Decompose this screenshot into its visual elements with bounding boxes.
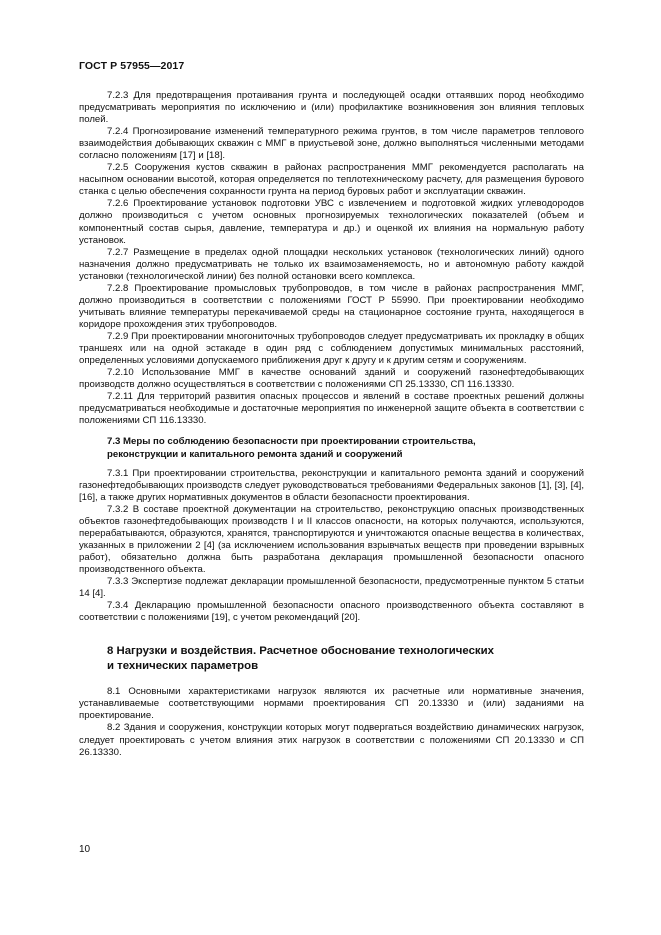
paragraph-7-2-5: 7.2.5 Сооружения кустов скважин в районах распространения ММГ рекомендуется располагать на насыпном основании высотой, которая определяется по теплотехническому расчету, для размещения бурового станка с целью обеспечения сохранности грунта на период буровых работ и эксплуатации скважин. — [79, 162, 584, 198]
section-8-heading-line2: и технических параметров — [107, 660, 259, 673]
section-8-heading-line1: 8 Нагрузки и воздействия. Расчетное обоснование технологических — [107, 645, 494, 658]
paragraph-7-3-2: 7.3.2 В составе проектной документации на строительство, реконструкцию опасных производственных объектов газонефтедобывающих производств I и II классов опасности, на которых получаются, используются, перерабатываются, образуются, хранятся, транспортируются и уничтожаются опасные вещества в количествах, указанных в приложении 2 [4] (за исключением использования взрывчатых веществ при проведении взрывных работ), обязательно должна быть разработана декларация промышленной безопасности опасного производственного объекта. — [79, 503, 584, 576]
paragraph-7-2-9: 7.2.9 При проектировании многониточных трубопроводов следует предусматривать их прокладку в общих траншеях или на одной эстакаде в один ряд с соблюдением допустимых минимальных расстояний, определенных условиями допускаемого приближения друг к другу и к другим сетям и сооружениям. — [79, 330, 584, 367]
section-7-3-heading-line1: 7.3 Меры по соблюдению безопасности при проектировании строительства, — [107, 436, 476, 448]
paragraph-7-2-8: 7.2.8 Проектирование промысловых трубопроводов, в том числе в районах распространения ММГ, должно производиться в соответствии с положениями ГОСТ Р 55990. При проектировании необходимо учитывать влияние температуры перекачиваемой среды на стационарное состояние грунта, находящегося в коридоре прохождения этих трубопроводов. — [79, 282, 584, 330]
paragraph-7-2-3: 7.2.3 Для предотвращения протаивания грунта и последующей осадки оттаявших пород необходимо предусматривать мероприятия по исключению и (или) профилактике возникновения зон влияния тепловых полей. — [79, 90, 584, 126]
section-7-3-heading — [79, 436, 584, 460]
section-8-heading — [79, 644, 584, 674]
paragraph-7-2-6: 7.2.6 Проектирование установок подготовки УВС с извлечением и подготовкой жидких углеводородов должно производиться с учетом основных прогнозируемых технологических показателей (объем и компонентный состав сырья, давление, температура и др.) и оценкой их влияния на нормальную работу установок. — [79, 198, 584, 246]
paragraph-8-1: 8.1 Основными характеристиками нагрузок являются их расчетные или нормативные значения, устанавливаемые соответствующими нормами проектирования СП 20.13330 и (или) заданиями на проектирование. — [79, 686, 584, 722]
document-header: ГОСТ Р 57955—2017 — [79, 60, 185, 72]
paragraph-7-3-1: 7.3.1 При проектировании строительства, реконструкции и капитального ремонта зданий и сооружений газонефтедобывающих производств следует руководствоваться требованиями Федеральных законов [1], [3], [4], [16], а также других нормативных документов в области безопасности проектирования. — [79, 467, 584, 503]
paragraph-7-2-10: 7.2.10 Использование ММГ в качестве оснований зданий и сооружений газонефтедобывающих производств должно осуществляться в соответствии с положениями СП 25.13330, СП 116.13330. — [79, 367, 584, 391]
section-7-3-heading-line2: реконструкции и капитального ремонта зданий и сооружений — [107, 448, 403, 460]
paragraph-7-3-4: 7.3.4 Декларацию промышленной безопасности опасного производственного объекта составляют в соответствии с положениями [19], с учетом рекомендаций [20]. — [79, 600, 584, 624]
paragraph-7-3-3: 7.3.3 Экспертизе подлежат декларации промышленной безопасности, предусмотренные пунктом 5 статьи 14 [4]. — [79, 576, 584, 600]
paragraph-7-2-7: 7.2.7 Размещение в пределах одной площадки нескольких установок (технологических линий) одного назначения должно предусматривать не только их взаимозаменяемость, но и автономную работу каждой установки (технологической линии) без полной остановки всего комплекса. — [79, 246, 584, 282]
paragraph-7-2-11: 7.2.11 Для территорий развития опасных процессов и явлений в составе проектных решений должны предусматриваться необходимые и достаточные мероприятия по инженерной защите объекта в соответствии с положениями СП 116.13330. — [79, 391, 584, 427]
page-body — [79, 90, 584, 759]
paragraph-7-2-4: 7.2.4 Прогнозирование изменений температурного режима грунтов, в том числе параметров теплового взаимодействия добывающих скважин с ММГ в приустьевой зоне, должно выполняться численными методами согласно положениям [17] и [18]. — [79, 126, 584, 162]
page-number: 10 — [79, 844, 91, 855]
paragraph-8-2: 8.2 Здания и сооружения, конструкции которых могут подвергаться воздействию динамических нагрузок, следует проектировать с учетом влияния этих нагрузок в соответствии с положениями СП 20.13330 и СП 26.13330. — [79, 722, 584, 758]
